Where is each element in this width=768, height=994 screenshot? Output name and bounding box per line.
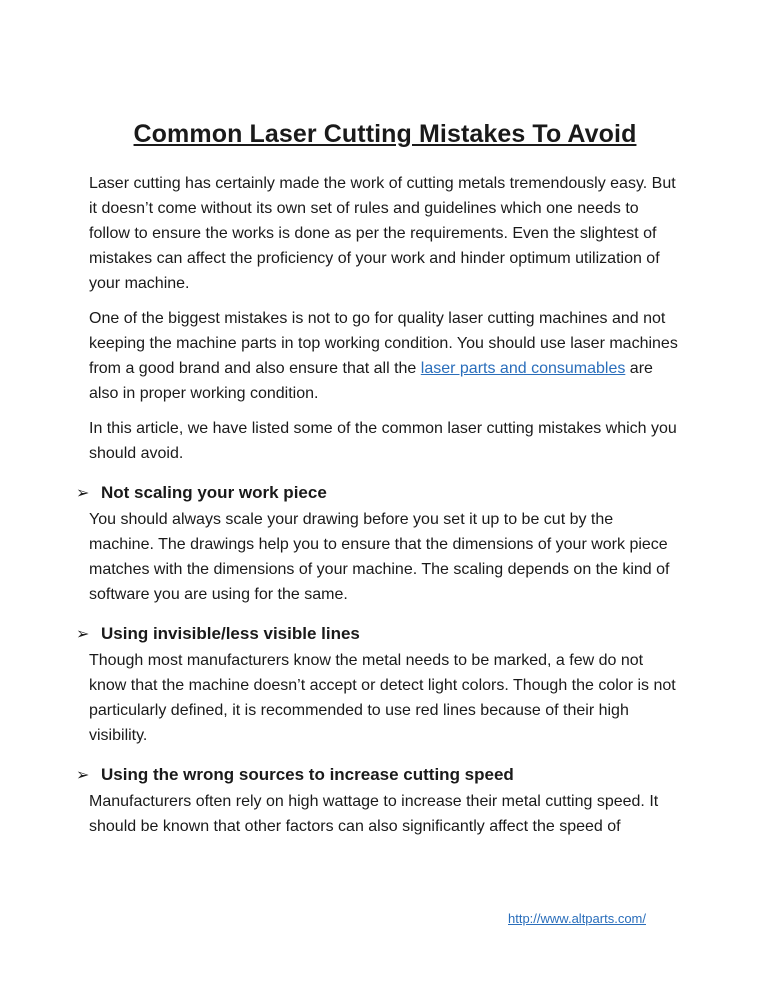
footer-website-link[interactable]: http://www.altparts.com/	[508, 911, 646, 926]
section-heading-lines	[76, 624, 681, 644]
section-body-scaling: You should always scale your drawing before you set it up to be cut by the machine. The drawings help you to ensure that the dimensions of your work piece matches with the dimensions of your machine. The scaling depends on the kind of software you are using for the same.	[89, 511, 670, 603]
machines-paragraph-text-end: are also in proper working condition.	[89, 360, 653, 402]
machines-paragraph-text-start: One of the biggest mistakes is not to go for quality laser cutting machines and not keeping the machine parts in top working condition. You should use laser machines from a good brand and also ensure that all the	[89, 310, 678, 377]
section-heading-text: Using invisible/less visible lines	[101, 624, 360, 643]
arrow-bullet-icon: ➢	[76, 485, 90, 502]
section-heading-speed	[76, 765, 681, 785]
laser-parts-link[interactable]: laser parts and consumables	[420, 360, 626, 377]
section-heading-text: Not scaling your work piece	[101, 483, 327, 502]
article-intro-paragraph: In this article, we have listed some of the common laser cutting mistakes which you should avoid.	[89, 420, 677, 462]
arrow-bullet-icon: ➢	[76, 767, 90, 784]
arrow-bullet-icon: ➢	[76, 626, 90, 643]
document-page	[76, 120, 681, 849]
section-body-speed: Manufacturers often rely on high wattage to increase their metal cutting speed. It should be known that other factors can also significantly affect the speed of	[89, 793, 659, 835]
section-body-lines: Though most manufacturers know the metal needs to be marked, a few do not know that the machine doesn’t accept or detect light colors. Though the color is not particularly defined, it is recommended to use red lines because of their high visibility.	[89, 652, 676, 744]
section-heading-scaling	[76, 483, 681, 503]
intro-paragraph: Laser cutting has certainly made the work of cutting metals tremendously easy. But it doesn’t come without its own set of rules and guidelines which one needs to follow to ensure the works is done as per the requirements. Even the slightest of mistakes can affect the proficiency of your work and hinder optimum utilization of your machine.	[89, 175, 676, 292]
section-heading-text: Using the wrong sources to increase cutting speed	[101, 765, 514, 784]
machines-paragraph	[89, 306, 681, 406]
page-title: Common Laser Cutting Mistakes To Avoid	[133, 120, 637, 148]
